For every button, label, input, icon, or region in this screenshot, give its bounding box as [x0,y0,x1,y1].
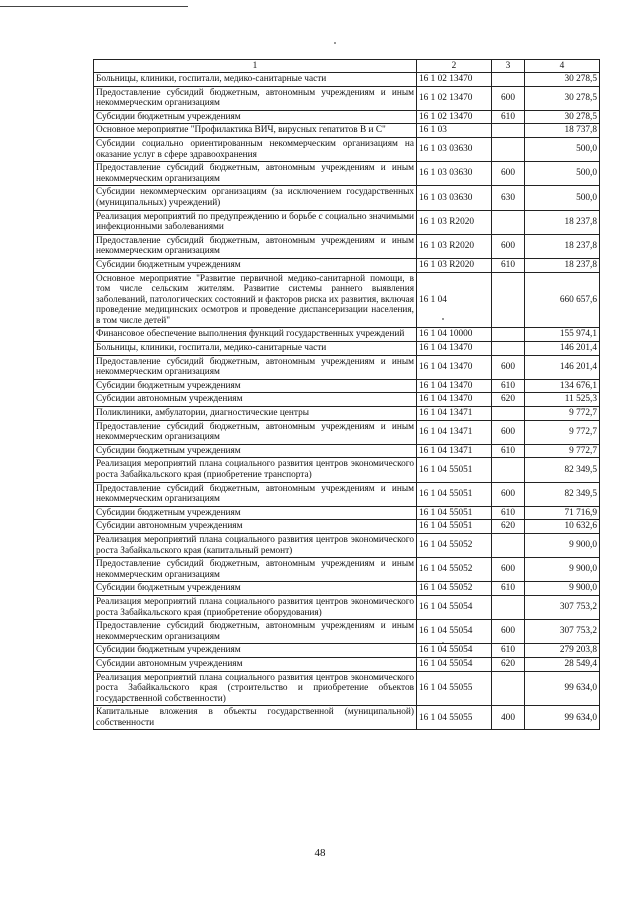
table-row [94,620,600,644]
cell-code: 16 1 04 55054 [417,644,492,658]
cell-code: 16 1 02 13470 [417,73,492,87]
cell-amount: 279 203,8 [525,644,600,658]
table-row [94,328,600,342]
cell-code: 16 1 04 55051 [417,506,492,520]
table-row [94,671,600,706]
cell-code: 16 1 04 10000 [417,328,492,342]
cell-code: 16 1 03 03630 [417,137,492,161]
cell-code: 16 1 04 13471 [417,407,492,421]
cell-name: Субсидии бюджетным учреждениям [94,506,417,520]
cell-amount: 9 900,0 [525,558,600,582]
cell-vr: 400 [492,706,525,730]
cell-code: 16 1 04 13470 [417,355,492,379]
cell-vr: 600 [492,162,525,186]
cell-name: Субсидии бюджетным учреждениям [94,110,417,124]
cell-vr [492,272,525,328]
cell-amount: 18 237,8 [525,258,600,272]
cell-code: 16 1 04 [417,272,492,328]
cell-amount: 9 772,7 [525,420,600,444]
table-row [94,407,600,421]
cell-amount: 134 676,1 [525,379,600,393]
cell-amount: 30 278,5 [525,86,600,110]
cell-name: Субсидии автономным учреждениям [94,393,417,407]
scan-speck [334,42,336,44]
cell-name: Предоставление субсидий бюджетным, автономным учреждениям и иным некоммерческим организациям [94,420,417,444]
table-row [94,73,600,87]
cell-name: Капитальные вложения в объекты государственной (муниципальной) собственности [94,706,417,730]
cell-amount: 307 753,2 [525,620,600,644]
cell-name: Основное мероприятие "Развитие первичной медико-санитарной помощи, в том числе сельским жителям. Развитие системы раннего выявления заболеваний, патологических состояний и факторов риска их развития, включая проведение медицинских осмотров и проведение диспансеризации населения, в том числе детей" [94,272,417,328]
cell-amount: 9 900,0 [525,533,600,557]
top-rule [0,6,188,7]
cell-vr [492,671,525,706]
cell-amount: 99 634,0 [525,706,600,730]
table-row [94,110,600,124]
cell-amount: 71 716,9 [525,506,600,520]
page-number: 48 [314,847,326,859]
cell-vr [492,210,525,234]
cell-code: 16 1 04 55054 [417,657,492,671]
cell-code: 16 1 04 13470 [417,393,492,407]
cell-amount: 30 278,5 [525,110,600,124]
cell-name: Субсидии бюджетным учреждениям [94,582,417,596]
cell-vr [492,342,525,356]
cell-amount: 10 632,6 [525,520,600,534]
cell-amount: 146 201,4 [525,355,600,379]
table-row [94,272,600,328]
table-row [94,533,600,557]
table-row [94,582,600,596]
cell-code: 16 1 03 R2020 [417,258,492,272]
cell-amount: 500,0 [525,137,600,161]
cell-name: Субсидии бюджетным учреждениям [94,379,417,393]
table-row [94,706,600,730]
cell-vr [492,328,525,342]
cell-code: 16 1 02 13470 [417,86,492,110]
cell-name: Предоставление субсидий бюджетным, автономным учреждениям и иным некоммерческим организациям [94,355,417,379]
cell-name: Субсидии бюджетным учреждениям [94,444,417,458]
cell-amount: 9 772,7 [525,444,600,458]
cell-vr: 600 [492,355,525,379]
cell-amount: 11 525,3 [525,393,600,407]
cell-amount: 18 237,8 [525,234,600,258]
cell-amount: 9 900,0 [525,582,600,596]
cell-vr: 610 [492,644,525,658]
cell-code: 16 1 04 13471 [417,420,492,444]
cell-name: Субсидии бюджетным учреждениям [94,258,417,272]
cell-name: Финансовое обеспечение выполнения функций государственных учреждений [94,328,417,342]
cell-vr: 610 [492,110,525,124]
cell-code: 16 1 03 03630 [417,162,492,186]
cell-vr: 600 [492,420,525,444]
cell-name: Предоставление субсидий бюджетным, автономным учреждениям и иным некоммерческим организациям [94,482,417,506]
cell-code: 16 1 04 55055 [417,671,492,706]
cell-vr: 600 [492,558,525,582]
cell-vr [492,407,525,421]
cell-amount: 660 657,6 [525,272,600,328]
cell-vr: 600 [492,620,525,644]
table-row [94,657,600,671]
header-cell-2: 2 [417,60,492,73]
table-row [94,644,600,658]
cell-vr: 600 [492,86,525,110]
cell-amount: 146 201,4 [525,342,600,356]
cell-code: 16 1 04 13470 [417,379,492,393]
cell-code: 16 1 03 [417,124,492,138]
cell-code: 16 1 02 13470 [417,110,492,124]
table-row [94,379,600,393]
header-row [94,60,600,73]
cell-vr: 610 [492,379,525,393]
cell-vr: 600 [492,482,525,506]
cell-vr: 610 [492,582,525,596]
cell-vr: 620 [492,657,525,671]
cell-amount: 18 737,8 [525,124,600,138]
cell-vr [492,595,525,619]
cell-vr: 620 [492,520,525,534]
cell-amount: 500,0 [525,162,600,186]
cell-code: 16 1 04 55052 [417,582,492,596]
header-cell-3: 3 [492,60,525,73]
cell-vr [492,533,525,557]
cell-vr: 620 [492,393,525,407]
cell-name: Предоставление субсидий бюджетным, автономным учреждениям и иным некоммерческим организациям [94,234,417,258]
cell-name: Реализация мероприятий по предупреждению и борьбе с социально значимыми инфекционными заболеваниями [94,210,417,234]
cell-amount: 28 549,4 [525,657,600,671]
cell-code: 16 1 04 55052 [417,533,492,557]
cell-vr: 610 [492,258,525,272]
table-row [94,558,600,582]
table-row [94,137,600,161]
table-row [94,86,600,110]
cell-vr: 610 [492,506,525,520]
cell-name: Субсидии некоммерческим организациям (за исключением государственных (муниципальных) учреждений) [94,186,417,210]
cell-amount: 30 278,5 [525,73,600,87]
cell-vr [492,73,525,87]
table-row [94,124,600,138]
cell-name: Субсидии автономным учреждениям [94,657,417,671]
cell-amount: 500,0 [525,186,600,210]
table-row [94,482,600,506]
table-row [94,186,600,210]
budget-table [93,59,600,730]
cell-name: Реализация мероприятий плана социального развития центров экономического роста Забайкальского края (приобретение оборудования) [94,595,417,619]
cell-code: 16 1 04 13471 [417,444,492,458]
cell-name: Субсидии автономным учреждениям [94,520,417,534]
table-row [94,210,600,234]
cell-amount: 82 349,5 [525,482,600,506]
cell-name: Субсидии бюджетным учреждениям [94,644,417,658]
cell-amount: 99 634,0 [525,671,600,706]
table-row [94,595,600,619]
cell-name: Поликлиники, амбулатории, диагностические центры [94,407,417,421]
table-row [94,355,600,379]
cell-code: 16 1 04 55051 [417,482,492,506]
table-row [94,234,600,258]
header-cell-1: 1 [94,60,417,73]
cell-name: Больницы, клиники, госпитали, медико-санитарные части [94,342,417,356]
table-row [94,444,600,458]
table-row [94,506,600,520]
cell-code: 16 1 04 55055 [417,706,492,730]
cell-amount: 18 237,8 [525,210,600,234]
cell-vr [492,458,525,482]
cell-name: Предоставление субсидий бюджетным, автономным учреждениям и иным некоммерческим организациям [94,86,417,110]
cell-code: 16 1 04 55051 [417,520,492,534]
table-row [94,520,600,534]
table-row [94,258,600,272]
table-row [94,420,600,444]
cell-name: Реализация мероприятий плана социального развития центров экономического роста Забайкальского края (капитальный ремонт) [94,533,417,557]
cell-code: 16 1 03 03630 [417,186,492,210]
cell-code: 16 1 03 R2020 [417,234,492,258]
cell-vr: 610 [492,444,525,458]
cell-name: Реализация мероприятий плана социального развития центров экономического роста Забайкальского края (строительство и приобретение объектов государственной собственности) [94,671,417,706]
cell-code: 16 1 04 55051 [417,458,492,482]
table-row [94,342,600,356]
cell-amount: 307 753,2 [525,595,600,619]
cell-amount: 82 349,5 [525,458,600,482]
cell-amount: 155 974,1 [525,328,600,342]
cell-code: 16 1 04 55054 [417,620,492,644]
header-cell-4: 4 [525,60,600,73]
cell-vr: 600 [492,234,525,258]
table-row [94,393,600,407]
cell-vr [492,137,525,161]
cell-name: Основное мероприятие "Профилактика ВИЧ, вирусных гепатитов В и С" [94,124,417,138]
cell-vr: 630 [492,186,525,210]
cell-code: 16 1 04 55052 [417,558,492,582]
cell-name: Предоставление субсидий бюджетным, автономным учреждениям и иным некоммерческим организациям [94,558,417,582]
cell-name: Предоставление субсидий бюджетным, автономным учреждениям и иным некоммерческим организациям [94,620,417,644]
cell-name: Реализация мероприятий плана социального развития центров экономического роста Забайкальского края (приобретение транспорта) [94,458,417,482]
table-row [94,458,600,482]
cell-name: Предоставление субсидий бюджетным, автономным учреждениям и иным некоммерческим организациям [94,162,417,186]
cell-amount: 9 772,7 [525,407,600,421]
cell-code: 16 1 04 13470 [417,342,492,356]
cell-name: Больницы, клиники, госпитали, медико-санитарные части [94,73,417,87]
cell-code: 16 1 03 R2020 [417,210,492,234]
cell-vr [492,124,525,138]
table-row [94,162,600,186]
cell-code: 16 1 04 55054 [417,595,492,619]
table-body [94,73,600,730]
cell-name: Субсидии социально ориентированным некоммерческим организациям на оказание услуг в сфере здравоохранения [94,137,417,161]
